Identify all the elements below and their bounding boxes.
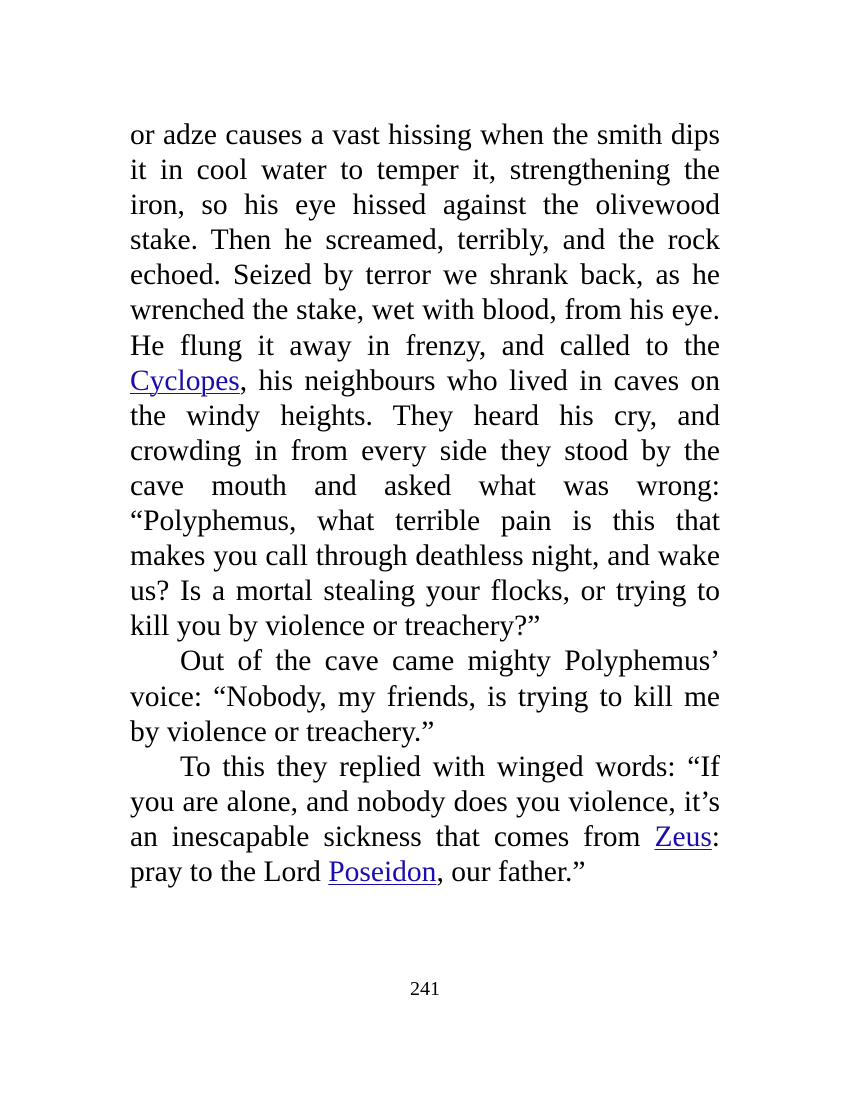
paragraph-1-text-a: or adze causes a vast hissing when the smith dips it in cool water to temper it, strengthening the iron, so his eye hissed against the olivewood stake. Then he screamed, terribly, and the rock echoed. Seized by terror we shrank back, as he wrenched the stake, wet with blood, from his eye. He flung it away in frenzy, and called to the: [130, 119, 720, 362]
paragraph-1: [130, 118, 720, 644]
paragraph-3: [130, 750, 720, 890]
paragraph-2: Out of the cave came mighty Polyphemus’ voice: “Nobody, my friends, is trying to kill me by violence or treachery.”: [130, 645, 720, 748]
paragraph-3-text-b: : pray to the Lord: [130, 820, 720, 888]
page-body: [130, 118, 720, 890]
paragraph-1-text-b: , his neighbours who lived in caves on the windy heights. They heard his cry, and crowding in from every side they stood by the cave mouth and asked what was wrong: “Polyphemus, what terrible pain is this that makes you call through deathless night, and wake us? Is a mortal stealing your flocks, or trying to kill you by violence or treachery?”: [130, 364, 720, 643]
paragraph-3-text-a: To this they replied with winged words: “If you are alone, and nobody does you violence, it’s an inescapable sickness that comes from: [130, 750, 720, 853]
link-poseidon[interactable]: Poseidon: [328, 855, 437, 888]
link-zeus[interactable]: Zeus: [654, 820, 712, 853]
page-number: 241: [410, 978, 440, 1000]
link-cyclopes[interactable]: Cyclopes: [130, 364, 240, 397]
paragraph-3-text-c: , our father.”: [436, 855, 586, 888]
